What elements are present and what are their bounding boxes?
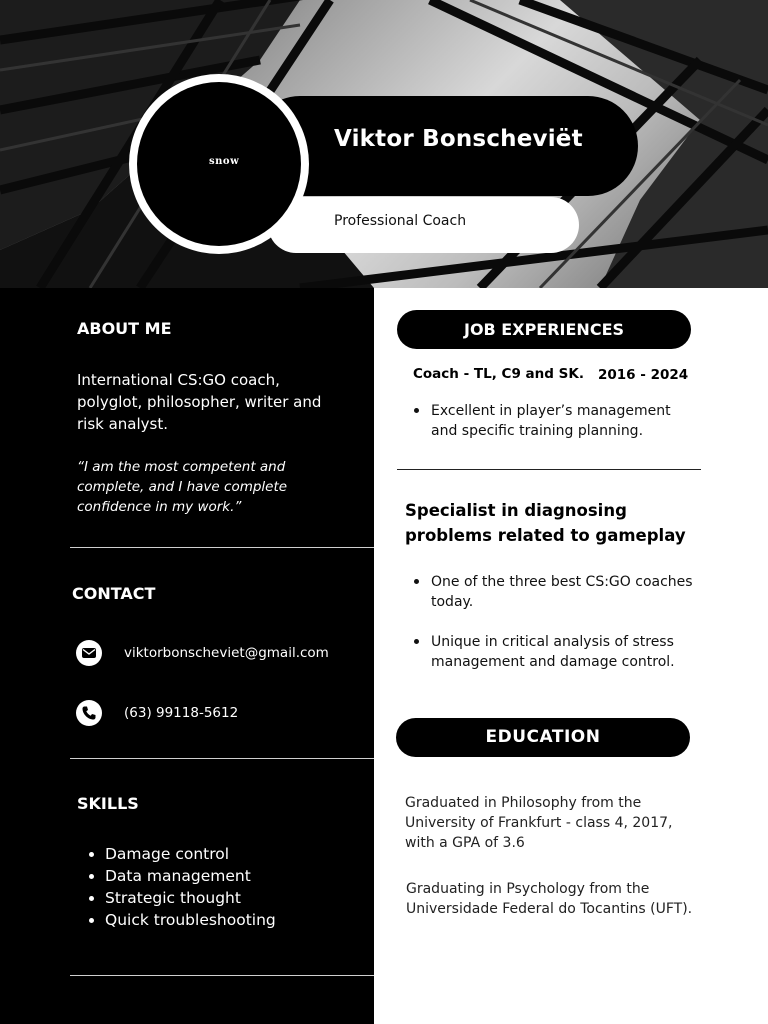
mail-icon — [76, 640, 102, 666]
divider — [70, 975, 374, 976]
skill-item: Strategic thought — [77, 887, 276, 909]
contact-title: CONTACT — [72, 584, 156, 603]
specialty-title: Specialist in diagnosing problems related to gameplay — [405, 501, 686, 545]
bullet — [414, 579, 419, 584]
phone-icon — [76, 700, 102, 726]
skill-item: Data management — [77, 865, 276, 887]
specialty-bullet: One of the three best CS:GO coaches today. — [431, 574, 693, 610]
divider — [70, 758, 374, 759]
divider — [397, 469, 701, 470]
job-role: Coach - TL, C9 and SK. — [413, 366, 584, 382]
experience-bullet: Excellent in player’s management and specific training planning. — [431, 403, 671, 439]
skill-item: Quick troubleshooting — [77, 909, 276, 931]
job-years: 2016 - 2024 — [598, 367, 689, 383]
contact-email[interactable]: viktorbonscheviet@gmail.com — [124, 645, 329, 661]
education-item: Graduating in Psychology from the Universidade Federal do Tocantins (UFT). — [406, 881, 693, 917]
skills-list — [77, 843, 276, 931]
logo: snow — [209, 156, 240, 167]
bullet — [414, 639, 419, 644]
skills-title: SKILLS — [77, 794, 139, 813]
specialty-bullet: Unique in critical analysis of stress management and damage control. — [431, 634, 675, 670]
education-item: Graduated in Philosophy from the University of Frankfurt - class 4, 2017, with a GPA of 3.6 — [405, 795, 673, 851]
contact-phone[interactable]: (63) 99118-5612 — [124, 705, 239, 721]
about-quote: “I am the most competent and complete, and I have complete confidence in my work.” — [77, 459, 288, 515]
skill-item: Damage control — [77, 843, 276, 865]
job-title: Professional Coach — [334, 213, 467, 229]
divider — [70, 547, 374, 548]
experience-title: JOB EXPERIENCES — [397, 310, 691, 349]
bullet — [414, 408, 419, 413]
about-title: ABOUT ME — [77, 319, 172, 338]
about-description: International CS:GO coach, polyglot, philosopher, writer and risk analyst. — [77, 371, 322, 433]
full-name: Viktor Bonscheviët — [334, 126, 583, 152]
education-title: EDUCATION — [396, 718, 690, 757]
